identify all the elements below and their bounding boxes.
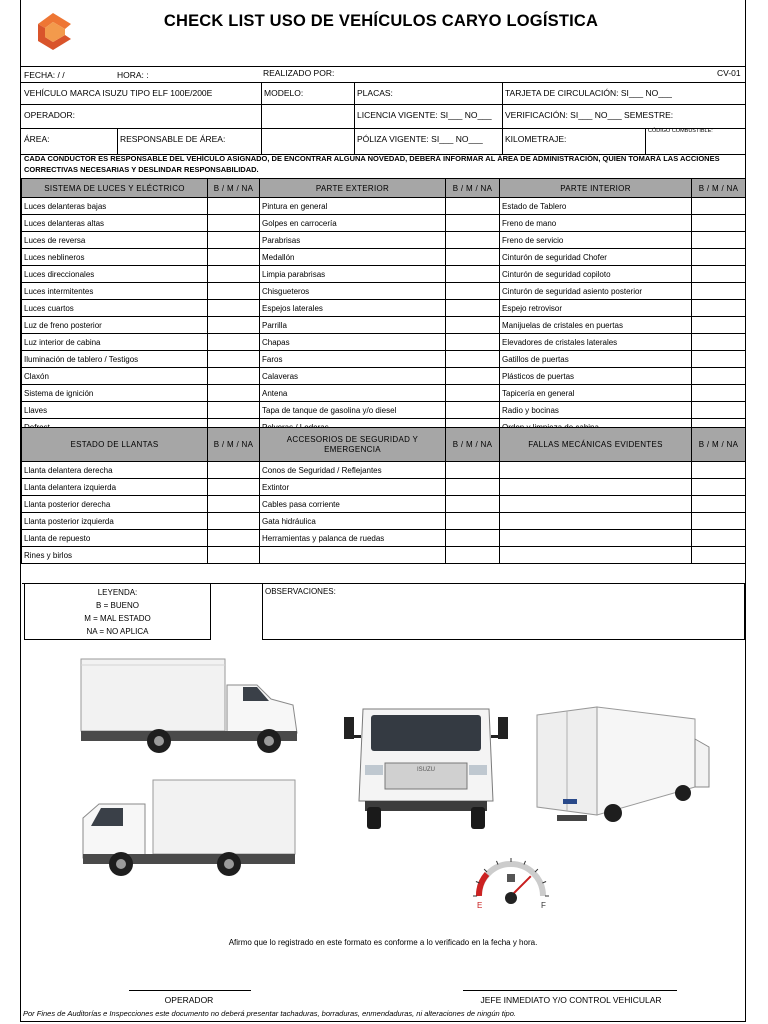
checklist-bmna-cell[interactable] bbox=[692, 496, 746, 513]
checklist-bmna-cell[interactable] bbox=[208, 513, 260, 530]
checklist-bmna-cell[interactable] bbox=[208, 198, 260, 215]
truck-front-view-image bbox=[341, 705, 511, 833]
checklist-bmna-cell[interactable] bbox=[446, 283, 500, 300]
checklist-item-label: Llanta de repuesto bbox=[22, 530, 208, 547]
checklist-bmna-cell[interactable] bbox=[208, 547, 260, 564]
checklist-bmna-cell[interactable] bbox=[692, 249, 746, 266]
checklist-item-label: Estado de Tablero bbox=[500, 198, 692, 215]
checklist-bmna-cell[interactable] bbox=[446, 334, 500, 351]
checklist-item-label: Luz interior de cabina bbox=[22, 334, 208, 351]
page-title: CHECK LIST USO DE VEHÍCULOS CARYO LOGÍSTICA bbox=[163, 12, 599, 30]
checklist-item-label: Espejo retrovisor bbox=[500, 300, 692, 317]
checklist-bmna-cell[interactable] bbox=[446, 300, 500, 317]
checklist-item-label bbox=[500, 530, 692, 547]
gauge-tick bbox=[484, 869, 487, 872]
table-row bbox=[22, 513, 746, 530]
jefe-signature-line[interactable] bbox=[463, 990, 677, 991]
checklist-bmna-cell[interactable] bbox=[208, 385, 260, 402]
checklist-item-label: Limpia parabrisas bbox=[260, 266, 446, 283]
checklist-item-label: Llanta delantera izquierda bbox=[22, 479, 208, 496]
header-llantas: ESTADO DE LLANTAS bbox=[22, 428, 208, 462]
legend-box bbox=[24, 583, 211, 640]
checklist-sheet bbox=[20, 0, 746, 1022]
checklist-item-label: Claxón bbox=[22, 368, 208, 385]
checklist-bmna-cell[interactable] bbox=[446, 530, 500, 547]
checklist-item-label: Luces de reversa bbox=[22, 232, 208, 249]
checklist-bmna-cell[interactable] bbox=[446, 266, 500, 283]
codigo-combustible-field[interactable]: CÓDIGO COMBUSTIBLE: bbox=[648, 128, 713, 134]
checklist-item-label: Plásticos de puertas bbox=[500, 368, 692, 385]
checklist-item-label: Conos de Seguridad / Reflejantes bbox=[260, 462, 446, 479]
footer-disclaimer: Por Fines de Auditorías e Inspecciones este documento no deberá presentar tachaduras, borraduras, enmendaduras, ni alteraciones de ningún tipo. bbox=[23, 1009, 516, 1018]
checklist-item-label: Cinturón de seguridad Chofer bbox=[500, 249, 692, 266]
checklist-bmna-cell[interactable] bbox=[692, 266, 746, 283]
checklist-item-label: Rines y birlos bbox=[22, 547, 208, 564]
verificacion-field[interactable]: VERIFICACIÓN: SI___ NO___ SEMESTRE: bbox=[505, 110, 674, 120]
table-row bbox=[22, 368, 746, 385]
checklist-bmna-cell[interactable] bbox=[208, 479, 260, 496]
checklist-bmna-cell[interactable] bbox=[692, 385, 746, 402]
truck-side-view-image-left bbox=[79, 778, 299, 878]
table-row bbox=[22, 530, 746, 547]
checklist-bmna-cell[interactable] bbox=[446, 232, 500, 249]
checklist-item-label: Calaveras bbox=[260, 368, 446, 385]
checklist-bmna-cell[interactable] bbox=[692, 351, 746, 368]
checklist-bmna-cell[interactable] bbox=[692, 530, 746, 547]
checklist-item-label bbox=[500, 479, 692, 496]
checklist-bmna-cell[interactable] bbox=[692, 283, 746, 300]
table-row bbox=[22, 283, 746, 300]
observaciones-label: OBSERVACIONES: bbox=[265, 587, 336, 596]
checklist-item-label: Luces neblineros bbox=[22, 249, 208, 266]
checklist-item-label: Llaves bbox=[22, 402, 208, 419]
checklist-item-label: Freno de mano bbox=[500, 215, 692, 232]
checklist-bmna-cell[interactable] bbox=[692, 215, 746, 232]
checklist-bmna-cell[interactable] bbox=[208, 530, 260, 547]
legend-bueno: B = BUENO bbox=[96, 601, 139, 610]
checklist-item-label: Freno de servicio bbox=[500, 232, 692, 249]
checklist-item-label: Cinturón de seguridad copiloto bbox=[500, 266, 692, 283]
checklist-bmna-cell[interactable] bbox=[692, 300, 746, 317]
checklist-item-label: Sistema de ignición bbox=[22, 385, 208, 402]
realizado-por-field[interactable]: REALIZADO POR: bbox=[263, 68, 335, 78]
checklist-item-label: Antena bbox=[260, 385, 446, 402]
checklist-item-label bbox=[500, 462, 692, 479]
checklist-item-label: Medallón bbox=[260, 249, 446, 266]
header-bmna: B / M / NA bbox=[208, 179, 260, 198]
checklist-table-1-body bbox=[22, 179, 746, 436]
checklist-item-label bbox=[500, 496, 692, 513]
kilometraje-field[interactable]: KILOMETRAJE: bbox=[505, 134, 567, 144]
checklist-bmna-cell[interactable] bbox=[446, 402, 500, 419]
checklist-item-label: Luces direccionales bbox=[22, 266, 208, 283]
header-bmna: B / M / NA bbox=[208, 428, 260, 462]
checklist-bmna-cell[interactable] bbox=[446, 249, 500, 266]
checklist-bmna-cell[interactable] bbox=[208, 402, 260, 419]
checklist-item-label: Pintura en general bbox=[260, 198, 446, 215]
checklist-bmna-cell[interactable] bbox=[446, 215, 500, 232]
table-row bbox=[22, 249, 746, 266]
header-exterior: PARTE EXTERIOR bbox=[260, 179, 446, 198]
fuel-gauge-icon bbox=[469, 852, 553, 910]
checklist-item-label: Tapa de tanque de gasolina y/o diesel bbox=[260, 402, 446, 419]
table-row-empty bbox=[22, 564, 746, 584]
checklist-bmna-cell[interactable] bbox=[446, 351, 500, 368]
checklist-bmna-cell[interactable] bbox=[692, 198, 746, 215]
table-row bbox=[22, 385, 746, 402]
checklist-item-label: Cables pasa corriente bbox=[260, 496, 446, 513]
checklist-item-label: Luces delanteras bajas bbox=[22, 198, 208, 215]
checklist-item-label: Golpes en carrocería bbox=[260, 215, 446, 232]
checklist-item-label: Radio y bocinas bbox=[500, 402, 692, 419]
header-bmna: B / M / NA bbox=[446, 428, 500, 462]
checklist-table-1 bbox=[21, 178, 746, 436]
checklist-item-label: Faros bbox=[260, 351, 446, 368]
observaciones-box[interactable] bbox=[262, 583, 745, 640]
checklist-bmna-cell[interactable] bbox=[692, 479, 746, 496]
responsibility-notice: CADA CONDUCTOR ES RESPONSABLE DEL VEHÍCULO ASIGNADO, DE ENCONTRAR ALGUNA NOVEDAD, DEBERÁ INFORMAR AL ÁREA DE ADMINISTRACIÓN, QUIEN TOMARÁ LAS ACCIONES CORRECTIVAS NECESARIAS Y DESLINDAR RESPONSABILIDAD. bbox=[24, 154, 720, 174]
table-row bbox=[22, 232, 746, 249]
tarjeta-circulacion-field[interactable]: TARJETA DE CIRCULACIÓN: SI___ NO___ bbox=[505, 88, 673, 98]
checklist-item-label: Luz de freno posterior bbox=[22, 317, 208, 334]
table-row bbox=[22, 334, 746, 351]
modelo-field[interactable]: MODELO: bbox=[264, 88, 304, 98]
checklist-item-label: Cinturón de seguridad asiento posterior bbox=[500, 283, 692, 300]
checklist-item-label: Llanta posterior izquierda bbox=[22, 513, 208, 530]
checklist-item-label: Herramientas y palanca de ruedas bbox=[260, 530, 446, 547]
checklist-bmna-cell[interactable] bbox=[446, 385, 500, 402]
vehiculo-field: VEHÍCULO MARCA ISUZU TIPO ELF 100E/200E bbox=[24, 88, 213, 98]
checklist-bmna-cell[interactable] bbox=[446, 479, 500, 496]
checklist-bmna-cell[interactable] bbox=[208, 249, 260, 266]
header-fallas: FALLAS MECÁNICAS EVIDENTES bbox=[500, 428, 692, 462]
checklist-bmna-cell[interactable] bbox=[692, 547, 746, 564]
checklist-bmna-cell[interactable] bbox=[692, 334, 746, 351]
operador-field[interactable]: OPERADOR: bbox=[24, 110, 76, 120]
checklist-bmna-cell[interactable] bbox=[208, 368, 260, 385]
checklist-item-label: Luces cuartos bbox=[22, 300, 208, 317]
checklist-bmna-cell[interactable] bbox=[692, 317, 746, 334]
affirmation-text: Afirmo que lo registrado en este formato es conforme a lo verificado en la fecha y hora. bbox=[228, 938, 538, 947]
responsable-area-field[interactable]: RESPONSABLE DE ÁREA: bbox=[120, 134, 226, 144]
checklist-bmna-cell[interactable] bbox=[692, 368, 746, 385]
header-bmna: B / M / NA bbox=[446, 179, 500, 198]
operador-signature-label: OPERADOR bbox=[164, 995, 214, 1005]
licencia-field[interactable]: LICENCIA VIGENTE: SI___ NO___ bbox=[357, 110, 492, 120]
checklist-item-label: Luces delanteras altas bbox=[22, 215, 208, 232]
checklist-bmna-cell[interactable] bbox=[208, 215, 260, 232]
checklist-item-label: Luces intermitentes bbox=[22, 283, 208, 300]
table-row bbox=[22, 462, 746, 479]
table-row bbox=[22, 547, 746, 564]
caryo-logo-icon bbox=[35, 10, 77, 52]
checklist-bmna-cell[interactable] bbox=[208, 300, 260, 317]
header-interior: PARTE INTERIOR bbox=[500, 179, 692, 198]
checklist-item-label: Llanta posterior derecha bbox=[22, 496, 208, 513]
svg-text:ISUZU: ISUZU bbox=[417, 767, 435, 773]
checklist-bmna-cell[interactable] bbox=[692, 232, 746, 249]
checklist-bmna-cell[interactable] bbox=[446, 198, 500, 215]
checklist-bmna-cell[interactable] bbox=[692, 513, 746, 530]
checklist-bmna-cell[interactable] bbox=[208, 283, 260, 300]
checklist-item-label: Espejos laterales bbox=[260, 300, 446, 317]
table-row bbox=[22, 198, 746, 215]
checklist-bmna-cell[interactable] bbox=[208, 496, 260, 513]
checklist-item-label: Tapicería en general bbox=[500, 385, 692, 402]
checklist-item-label: Elevadores de cristales laterales bbox=[500, 334, 692, 351]
checklist-bmna-cell[interactable] bbox=[692, 402, 746, 419]
gauge-tick bbox=[535, 869, 538, 872]
legend-mal-estado: M = MAL ESTADO bbox=[84, 614, 151, 623]
checklist-bmna-cell[interactable] bbox=[446, 496, 500, 513]
checklist-bmna-cell[interactable] bbox=[446, 513, 500, 530]
checklist-bmna-cell[interactable] bbox=[446, 317, 500, 334]
checklist-item-label: Parabrisas bbox=[260, 232, 446, 249]
table-row bbox=[22, 479, 746, 496]
area-field[interactable]: ÁREA: bbox=[24, 134, 50, 144]
checklist-item-label: Iluminación de tablero / Testigos bbox=[22, 351, 208, 368]
poliza-field[interactable]: PÓLIZA VIGENTE: SI___ NO___ bbox=[357, 134, 483, 144]
legend-title: LEYENDA: bbox=[97, 588, 138, 597]
table-row bbox=[22, 266, 746, 283]
checklist-bmna-cell[interactable] bbox=[208, 462, 260, 479]
truck-rear-view-image bbox=[533, 703, 711, 833]
checklist-bmna-cell[interactable] bbox=[692, 462, 746, 479]
placas-field[interactable]: PLACAS: bbox=[357, 88, 393, 98]
checklist-item-label bbox=[500, 513, 692, 530]
table-row bbox=[22, 351, 746, 368]
gauge-empty-label: E bbox=[477, 901, 483, 910]
header-bmna: B / M / NA bbox=[692, 428, 746, 462]
checklist-bmna-cell[interactable] bbox=[208, 232, 260, 249]
table-row bbox=[22, 496, 746, 513]
checklist-bmna-cell[interactable] bbox=[446, 368, 500, 385]
gauge-full-label: F bbox=[541, 901, 546, 910]
checklist-item-label: Gata hidráulica bbox=[260, 513, 446, 530]
checklist-item-label: Llanta delantera derecha bbox=[22, 462, 208, 479]
jefe-signature-label: JEFE INMEDIATO Y/O CONTROL VEHICULAR bbox=[480, 995, 662, 1005]
legend-no-aplica: NA = NO APLICA bbox=[86, 627, 149, 636]
truck-side-view-image bbox=[79, 655, 301, 755]
form-code: CV-01 bbox=[717, 68, 741, 78]
hora-field[interactable]: HORA: : bbox=[117, 70, 149, 80]
checklist-item-label: Gatillos de puertas bbox=[500, 351, 692, 368]
operador-signature-line[interactable] bbox=[129, 990, 251, 991]
checklist-table-2 bbox=[21, 427, 746, 584]
table-row bbox=[22, 215, 746, 232]
checklist-bmna-cell[interactable] bbox=[208, 334, 260, 351]
header-bmna: B / M / NA bbox=[692, 179, 746, 198]
checklist-item-label: Chapas bbox=[260, 334, 446, 351]
checklist-bmna-cell[interactable] bbox=[446, 547, 500, 564]
fecha-field[interactable]: FECHA: / / bbox=[24, 70, 65, 80]
spacer-cell bbox=[22, 564, 746, 584]
checklist-item-label bbox=[260, 547, 446, 564]
table-row bbox=[22, 300, 746, 317]
checklist-item-label: Chisgueteros bbox=[260, 283, 446, 300]
checklist-item-label bbox=[500, 547, 692, 564]
table-row bbox=[22, 317, 746, 334]
checklist-table-2-body bbox=[22, 428, 746, 584]
checklist-bmna-cell[interactable] bbox=[446, 462, 500, 479]
checklist-bmna-cell[interactable] bbox=[208, 266, 260, 283]
header-luces: SISTEMA DE LUCES Y ELÉCTRICO bbox=[22, 179, 208, 198]
checklist-item-label: Extintor bbox=[260, 479, 446, 496]
header-accesorios: ACCESORIOS DE SEGURIDAD Y EMERGENCIA bbox=[260, 428, 446, 462]
table-row bbox=[22, 402, 746, 419]
checklist-item-label: Manijuelas de cristales en puertas bbox=[500, 317, 692, 334]
checklist-bmna-cell[interactable] bbox=[208, 351, 260, 368]
checklist-item-label: Parrilla bbox=[260, 317, 446, 334]
checklist-bmna-cell[interactable] bbox=[208, 317, 260, 334]
